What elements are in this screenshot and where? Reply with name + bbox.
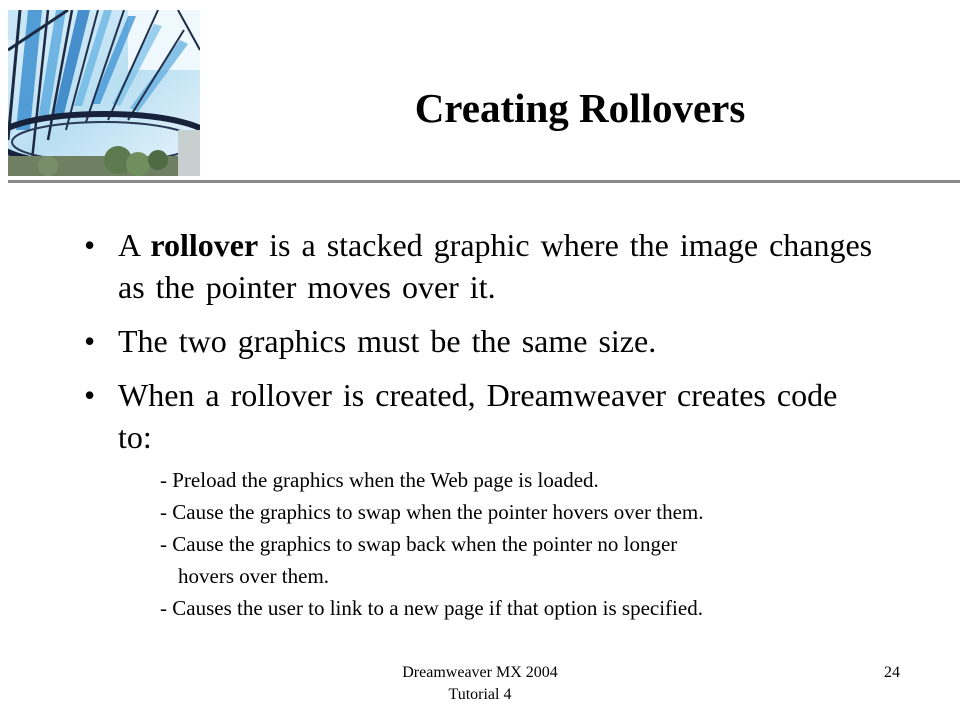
bullet-text: When a rollover is created, Dreamweaver creates code to: bbox=[118, 377, 838, 455]
bullet-marker: • bbox=[84, 377, 96, 413]
sub-item: - Cause the graphics to swap when the pointer hovers over them. bbox=[160, 500, 704, 524]
header-photo-glass-roof bbox=[8, 10, 200, 176]
bullet-text-prefix: A bbox=[118, 227, 151, 263]
footer-line-2: Tutorial 4 bbox=[448, 686, 512, 703]
sub-item: - Causes the user to link to a new page if that option is specified. bbox=[160, 596, 703, 620]
sub-item-continuation: hovers over them. bbox=[178, 564, 330, 588]
slide-title: Creating Rollovers bbox=[414, 85, 746, 131]
sub-item-list bbox=[160, 464, 880, 624]
footer-course-label bbox=[320, 662, 640, 706]
bullet-item bbox=[80, 224, 880, 308]
bullet-item bbox=[80, 320, 880, 362]
bullet-text-rest: is a stacked graphic where the image changes as the pointer moves over it. bbox=[118, 227, 873, 305]
sub-item: - Preload the graphics when the Web page is loaded. bbox=[160, 468, 599, 492]
bullet-item bbox=[80, 374, 880, 458]
page-number: 24 bbox=[884, 664, 900, 681]
glass-roof-illustration bbox=[8, 10, 200, 176]
bullet-key-term: rollover bbox=[150, 227, 259, 263]
footer-line-1: Dreamweaver MX 2004 bbox=[402, 664, 558, 681]
bullet-list bbox=[80, 224, 880, 458]
bullet-marker: • bbox=[84, 323, 96, 359]
header-divider bbox=[8, 180, 960, 183]
bullet-marker: • bbox=[84, 227, 96, 263]
sub-item: - Cause the graphics to swap back when the pointer no longer bbox=[160, 532, 678, 556]
bullet-text: The two graphics must be the same size. bbox=[118, 323, 657, 359]
